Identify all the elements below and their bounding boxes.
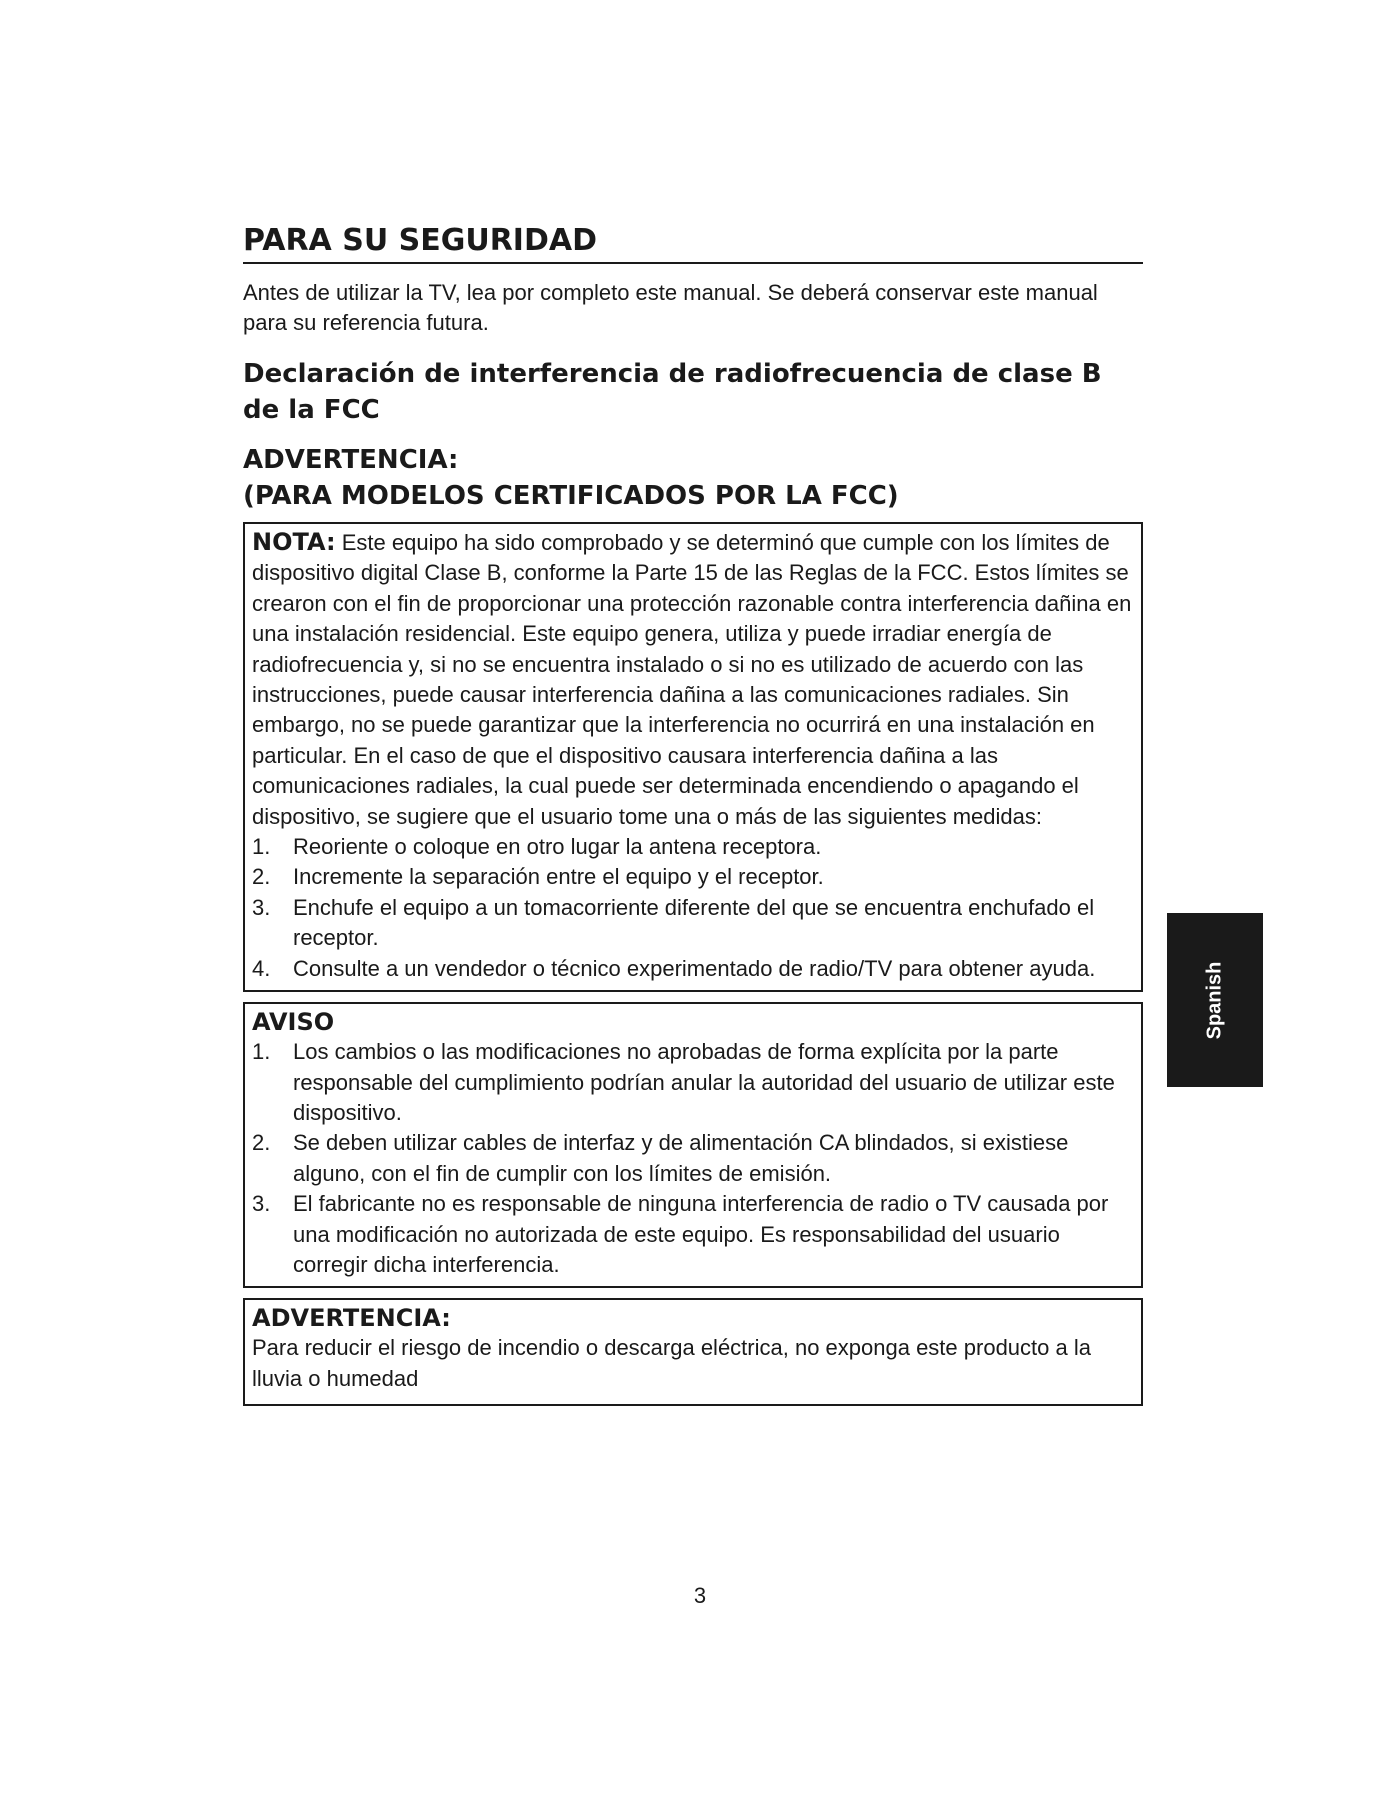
- page-title: PARA SU SEGURIDAD: [243, 222, 1143, 264]
- warning-heading-line2: (PARA MODELOS CERTIFICADOS POR LA FCC): [243, 481, 899, 511]
- language-tab-label: Spanish: [1203, 961, 1226, 1039]
- intro-paragraph: Antes de utilizar la TV, lea por completo este manual. Se deberá conservar este manual para su referencia futura.: [243, 280, 1098, 335]
- list-item-text: Se deben utilizar cables de interfaz y de alimentación CA blindados, si existiese alguno, con el fin de cumplir con los límites de emisión.: [293, 1130, 1069, 1186]
- list-item-text: Los cambios o las modificaciones no aprobadas de forma explícita por la parte responsable del cumplimiento podrían anular la autoridad del usuario de utilizar este dispositivo.: [293, 1039, 1115, 1125]
- note-text: Este equipo ha sido comprobado y se determinó que cumple con los límites de dispositivo digital Clase B, conforme la Parte 15 de las Reglas de la FCC. Estos límites se crearon con el fin de proporcionar una protección razonable contra interferencia dañina en una instalación residencial. Este equipo genera, utiliza y puede irradiar energía de radiofrecuencia y, si no se encuentra instalado o si no es utilizado de acuerdo con las instrucciones, puede causar interferencia dañina a las comunicaciones radiales. Sin embargo, no se puede garantizar que la interferencia no ocurrirá en una instalación en particular. En el caso de que el dispositivo causara interferencia dañina a las comunicaciones radiales, la cual puede ser determinada encendiendo o apagando el dispositivo, se sugiere que el usuario tome una o más de las siguientes medidas:: [252, 530, 1132, 829]
- note-measures-list: [252, 832, 1137, 984]
- note-paragraph: [252, 527, 1137, 832]
- page-content: [243, 222, 1143, 1406]
- warning-box-text: Para reducir el riesgo de incendio o descarga eléctrica, no exponga este producto a la lluvia o humedad: [252, 1335, 1091, 1391]
- list-item-number: 4.: [252, 955, 271, 981]
- list-item-number: 3.: [252, 894, 271, 920]
- warning-box-heading: ADVERTENCIA:: [252, 1304, 451, 1333]
- list-item-text: Reoriente o coloque en otro lugar la antena receptora.: [293, 834, 822, 860]
- warning-heading-line1: ADVERTENCIA:: [243, 445, 459, 475]
- list-item: [252, 1037, 1137, 1128]
- language-tab: [1167, 913, 1263, 1087]
- aviso-box: [243, 1002, 1143, 1288]
- list-item-number: 1.: [252, 834, 271, 860]
- list-item: [252, 1189, 1137, 1280]
- page-number: 3: [693, 1583, 707, 1608]
- list-item: [252, 1128, 1137, 1189]
- list-item-text: Consulte a un vendedor o técnico experimentado de radio/TV para obtener ayuda.: [293, 955, 1096, 981]
- list-item: [252, 893, 1137, 954]
- warning-box: [243, 1298, 1143, 1406]
- fcc-heading: Declaración de interferencia de radiofrecuencia de clase B de la FCC: [243, 359, 1102, 425]
- warning-heading: [243, 442, 1143, 514]
- list-item: [252, 862, 1137, 892]
- list-item: [252, 832, 1137, 862]
- list-item-number: 2.: [252, 1130, 271, 1156]
- list-item-number: 3.: [252, 1191, 271, 1217]
- list-item-text: Enchufe el equipo a un tomacorriente diferente del que se encuentra enchufado el receptor.: [293, 894, 1095, 951]
- list-item-text: Incremente la separación entre el equipo y el receptor.: [293, 864, 824, 890]
- note-box: [243, 522, 1143, 992]
- list-item-number: 2.: [252, 864, 271, 890]
- list-item-number: 1.: [252, 1039, 271, 1065]
- note-label: NOTA:: [252, 528, 336, 556]
- aviso-list: [252, 1037, 1137, 1280]
- list-item-text: El fabricante no es responsable de ninguna interferencia de radio o TV causada por una modificación no autorizada de este equipo. Es responsabilidad del usuario corregir dicha interferencia.: [293, 1191, 1109, 1277]
- aviso-heading: AVISO: [252, 1008, 335, 1037]
- list-item: [252, 954, 1137, 984]
